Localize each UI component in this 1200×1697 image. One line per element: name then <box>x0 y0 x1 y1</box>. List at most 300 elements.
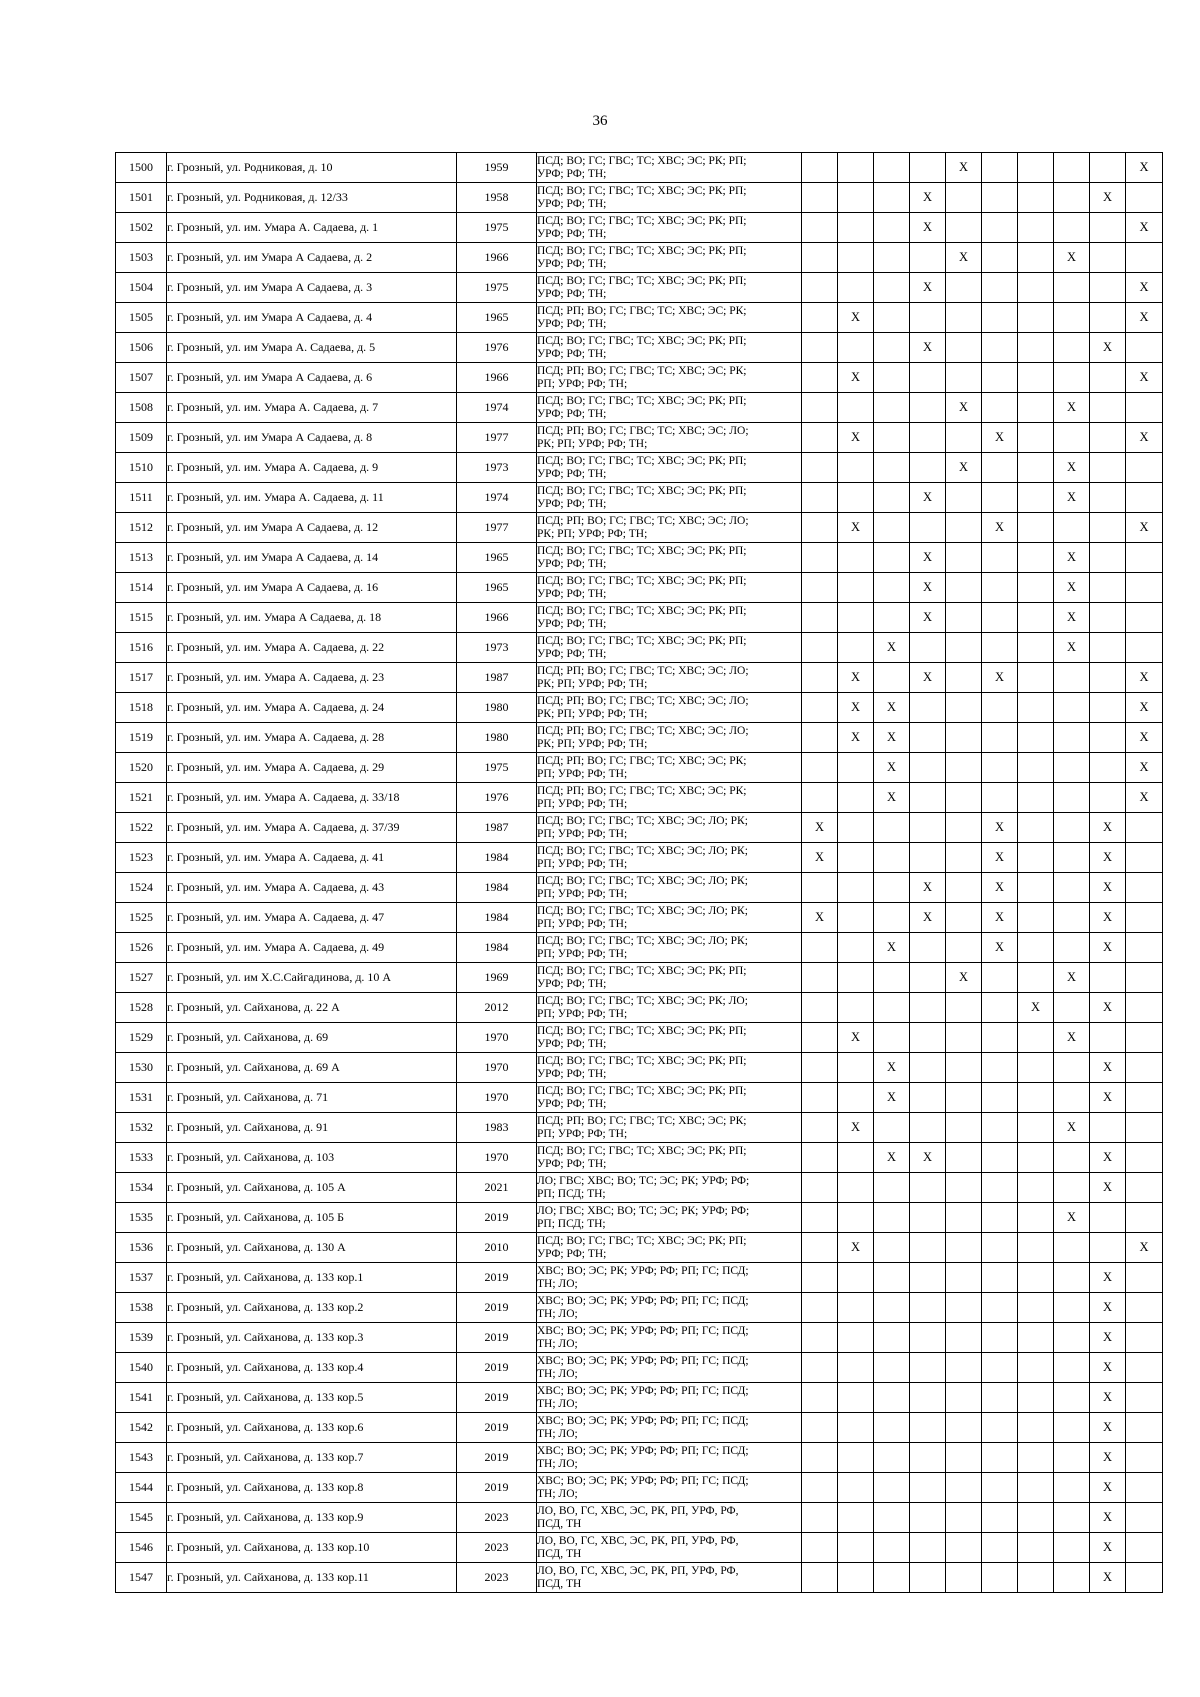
works-line: ПСД; ВО; ГС; ГВС; ТС; ХВС; ЭС; РК; РП; <box>537 574 747 587</box>
mark-cell: X <box>946 453 982 483</box>
mark-cell <box>874 423 910 453</box>
mark-cell: X <box>1054 1023 1090 1053</box>
mark-cell: X <box>1126 693 1163 723</box>
mark-cell <box>1018 933 1054 963</box>
mark-cell: X <box>910 873 946 903</box>
mark-cell: X <box>982 843 1018 873</box>
mark-cell <box>1090 753 1126 783</box>
year-cell: 1977 <box>457 513 537 543</box>
address-cell: г. Грозный, ул. им Умара А Садаева, д. 12 <box>167 513 457 543</box>
works-line: РП; УРФ; РФ; ТН; <box>537 767 628 780</box>
mark-cell: X <box>982 423 1018 453</box>
mark-cell: X <box>1090 1413 1126 1443</box>
mark-cell <box>910 1233 946 1263</box>
works-line: ПСД; РП; ВО; ГС; ГВС; ТС; ХВС; ЭС; РК; <box>537 364 747 377</box>
mark-cell: X <box>946 243 982 273</box>
works-line: РП; УРФ; РФ; ТН; <box>537 857 628 870</box>
mark-cell: X <box>1090 1173 1126 1203</box>
row-number: 1505 <box>116 303 167 333</box>
mark-cell <box>982 1353 1018 1383</box>
year-cell: 1977 <box>457 423 537 453</box>
works-line: ПСД, ТН <box>537 1577 582 1590</box>
mark-cell: X <box>802 813 838 843</box>
mark-cell <box>1018 303 1054 333</box>
mark-cell <box>910 1443 946 1473</box>
mark-cell: X <box>910 213 946 243</box>
table-row <box>116 543 1163 573</box>
works-line: ТН; ЛО; <box>537 1427 578 1440</box>
works-line: УРФ; РФ; ТН; <box>537 587 607 600</box>
address-cell: г. Грозный, ул. Сайханова, д. 133 кор.5 <box>167 1383 457 1413</box>
mark-cell <box>1054 1293 1090 1323</box>
mark-cell <box>1054 1323 1090 1353</box>
mark-cell <box>1126 1533 1163 1563</box>
row-number: 1544 <box>116 1473 167 1503</box>
address-cell: г. Грозный, ул. Сайханова, д. 71 <box>167 1083 457 1113</box>
works-line: ТН; ЛО; <box>537 1487 578 1500</box>
mark-cell: X <box>1090 1263 1126 1293</box>
mark-cell <box>946 573 982 603</box>
mark-cell <box>838 453 874 483</box>
works-cell <box>537 693 802 723</box>
mark-cell <box>874 1203 910 1233</box>
mark-cell <box>946 543 982 573</box>
year-cell: 2019 <box>457 1203 537 1233</box>
mark-cell <box>982 963 1018 993</box>
mark-cell <box>910 933 946 963</box>
mark-cell <box>946 1443 982 1473</box>
mark-cell <box>982 1053 1018 1083</box>
mark-cell <box>1054 423 1090 453</box>
mark-cell <box>1018 483 1054 513</box>
mark-cell <box>1018 873 1054 903</box>
address-cell: г. Грозный, ул. им Умара А Садаева, д. 6 <box>167 363 457 393</box>
mark-cell <box>874 1113 910 1143</box>
mark-cell <box>1090 693 1126 723</box>
mark-cell <box>1054 1503 1090 1533</box>
page-number: 36 <box>592 113 608 129</box>
year-cell: 2010 <box>457 1233 537 1263</box>
mark-cell <box>1018 453 1054 483</box>
year-cell: 1976 <box>457 333 537 363</box>
mark-cell <box>1018 633 1054 663</box>
works-cell <box>537 363 802 393</box>
mark-cell <box>802 633 838 663</box>
mark-cell <box>910 243 946 273</box>
address-cell: г. Грозный, ул. им. Умара А. Садаева, д. 37/39 <box>167 813 457 843</box>
works-cell <box>537 1443 802 1473</box>
mark-cell: X <box>1054 483 1090 513</box>
mark-cell <box>838 843 874 873</box>
works-line: РП; УРФ; РФ; ТН; <box>537 1007 628 1020</box>
mark-cell: X <box>910 543 946 573</box>
mark-cell: X <box>946 393 982 423</box>
mark-cell: X <box>1090 1443 1126 1473</box>
mark-cell: X <box>1126 153 1163 183</box>
mark-cell <box>1018 1563 1054 1593</box>
mark-cell <box>1018 903 1054 933</box>
mark-cell <box>874 1533 910 1563</box>
address-cell: г. Грозный, ул. им Х.С.Сайгадинова, д. 10 А <box>167 963 457 993</box>
table-row <box>116 333 1163 363</box>
mark-cell <box>838 1533 874 1563</box>
table-row <box>116 243 1163 273</box>
mark-cell <box>874 573 910 603</box>
mark-cell <box>946 873 982 903</box>
row-number: 1530 <box>116 1053 167 1083</box>
works-line: ТН; ЛО; <box>537 1277 578 1290</box>
mark-cell <box>838 1443 874 1473</box>
mark-cell: X <box>1090 933 1126 963</box>
works-line: УРФ; РФ; ТН; <box>537 1157 607 1170</box>
works-cell <box>537 963 802 993</box>
mark-cell <box>838 1263 874 1293</box>
mark-cell <box>1090 243 1126 273</box>
address-cell: г. Грозный, ул. им. Умара А. Садаева, д. 43 <box>167 873 457 903</box>
mark-cell <box>838 813 874 843</box>
mark-cell: X <box>910 333 946 363</box>
mark-cell <box>802 753 838 783</box>
year-cell: 2019 <box>457 1443 537 1473</box>
mark-cell <box>946 1263 982 1293</box>
works-line: ПСД; ВО; ГС; ГВС; ТС; ХВС; ЭС; ЛО; РК; <box>537 904 748 917</box>
row-number: 1529 <box>116 1023 167 1053</box>
mark-cell <box>802 1473 838 1503</box>
works-cell <box>537 1563 802 1593</box>
mark-cell <box>946 1113 982 1143</box>
mark-cell <box>874 1233 910 1263</box>
mark-cell <box>946 783 982 813</box>
row-number: 1507 <box>116 363 167 393</box>
year-cell: 1987 <box>457 813 537 843</box>
row-number: 1535 <box>116 1203 167 1233</box>
mark-cell <box>802 543 838 573</box>
mark-cell <box>946 663 982 693</box>
mark-cell <box>1126 1323 1163 1353</box>
mark-cell <box>910 153 946 183</box>
mark-cell <box>838 1503 874 1533</box>
row-number: 1501 <box>116 183 167 213</box>
mark-cell <box>946 1083 982 1113</box>
mark-cell <box>838 1293 874 1323</box>
mark-cell <box>946 1533 982 1563</box>
year-cell: 1975 <box>457 273 537 303</box>
mark-cell <box>1126 903 1163 933</box>
mark-cell <box>982 1323 1018 1353</box>
mark-cell: X <box>982 933 1018 963</box>
table-row <box>116 423 1163 453</box>
mark-cell <box>1126 333 1163 363</box>
mark-cell <box>1054 273 1090 303</box>
year-cell: 2021 <box>457 1173 537 1203</box>
address-cell: г. Грозный, ул. им. Умара А. Садаева, д. 49 <box>167 933 457 963</box>
mark-cell <box>1126 633 1163 663</box>
works-line: РП; УРФ; РФ; ТН; <box>537 797 628 810</box>
mark-cell <box>982 1473 1018 1503</box>
row-number: 1537 <box>116 1263 167 1293</box>
mark-cell <box>910 1173 946 1203</box>
works-line: РП; ПСД; ТН; <box>537 1217 606 1230</box>
mark-cell <box>874 843 910 873</box>
mark-cell <box>1054 1443 1090 1473</box>
mark-cell <box>946 993 982 1023</box>
mark-cell <box>838 1563 874 1593</box>
mark-cell <box>802 1533 838 1563</box>
works-line: ЛО; ГВС; ХВС; ВО; ТС; ЭС; РК; УРФ; РФ; <box>537 1174 750 1187</box>
works-cell <box>537 603 802 633</box>
works-line: ПСД; ВО; ГС; ГВС; ТС; ХВС; ЭС; ЛО; РК; <box>537 874 748 887</box>
works-line: ЛО, ВО, ГС, ХВС, ЭС, РК, РП, УРФ, РФ, <box>537 1564 739 1577</box>
mark-cell: X <box>1090 1383 1126 1413</box>
mark-cell <box>1054 933 1090 963</box>
year-cell: 2019 <box>457 1383 537 1413</box>
table-row <box>116 1083 1163 1113</box>
table-row <box>116 993 1163 1023</box>
address-cell: г. Грозный, ул. Сайханова, д. 133 кор.4 <box>167 1353 457 1383</box>
mark-cell <box>874 243 910 273</box>
mark-cell <box>946 213 982 243</box>
mark-cell <box>1126 603 1163 633</box>
mark-cell <box>874 273 910 303</box>
works-cell <box>537 633 802 663</box>
works-cell <box>537 513 802 543</box>
mark-cell <box>1018 183 1054 213</box>
row-number: 1512 <box>116 513 167 543</box>
row-number: 1508 <box>116 393 167 423</box>
table-row <box>116 1413 1163 1443</box>
address-cell: г. Грозный, ул. Сайханова, д. 133 кор.3 <box>167 1323 457 1353</box>
mark-cell <box>838 1473 874 1503</box>
year-cell: 1984 <box>457 903 537 933</box>
mark-cell <box>1018 273 1054 303</box>
mark-cell <box>1018 1143 1054 1173</box>
table-row <box>116 723 1163 753</box>
mark-cell: X <box>838 663 874 693</box>
mark-cell <box>1018 963 1054 993</box>
mark-cell: X <box>982 513 1018 543</box>
row-number: 1510 <box>116 453 167 483</box>
mark-cell <box>946 363 982 393</box>
mark-cell: X <box>1054 633 1090 663</box>
mark-cell: X <box>1126 663 1163 693</box>
mark-cell <box>982 153 1018 183</box>
mark-cell <box>1126 1023 1163 1053</box>
address-cell: г. Грозный, ул. Сайханова, д. 130 А <box>167 1233 457 1263</box>
mark-cell <box>838 1353 874 1383</box>
mark-cell <box>946 273 982 303</box>
year-cell: 2023 <box>457 1533 537 1563</box>
mark-cell <box>1018 1323 1054 1353</box>
works-line: ХВС; ВО; ЭС; РК; УРФ; РФ; РП; ГС; ПСД; <box>537 1384 749 1397</box>
mark-cell: X <box>1090 1473 1126 1503</box>
works-line: ХВС; ВО; ЭС; РК; УРФ; РФ; РП; ГС; ПСД; <box>537 1414 749 1427</box>
mark-cell <box>1054 183 1090 213</box>
works-line: ПСД; ВО; ГС; ГВС; ТС; ХВС; ЭС; РК; РП; <box>537 334 747 347</box>
works-cell <box>537 1233 802 1263</box>
mark-cell <box>910 633 946 663</box>
mark-cell <box>838 543 874 573</box>
mark-cell <box>838 183 874 213</box>
row-number: 1543 <box>116 1443 167 1473</box>
row-number: 1519 <box>116 723 167 753</box>
address-cell: г. Грозный, ул. им Умара А Садаева, д. 2 <box>167 243 457 273</box>
mark-cell <box>802 1413 838 1443</box>
address-cell: г. Грозный, ул. им. Умара А. Садаева, д. 11 <box>167 483 457 513</box>
works-line: УРФ; РФ; ТН; <box>537 497 607 510</box>
mark-cell <box>874 183 910 213</box>
mark-cell <box>946 1023 982 1053</box>
works-line: РП; УРФ; РФ; ТН; <box>537 827 628 840</box>
mark-cell <box>838 273 874 303</box>
mark-cell <box>874 483 910 513</box>
mark-cell <box>946 483 982 513</box>
works-line: УРФ; РФ; ТН; <box>537 977 607 990</box>
mark-cell <box>838 153 874 183</box>
mark-cell <box>982 1533 1018 1563</box>
mark-cell <box>1018 423 1054 453</box>
mark-cell: X <box>1090 1323 1126 1353</box>
row-number: 1533 <box>116 1143 167 1173</box>
mark-cell <box>1018 723 1054 753</box>
mark-cell: X <box>874 1083 910 1113</box>
row-number: 1500 <box>116 153 167 183</box>
works-line: ПСД; ВО; ГС; ГВС; ТС; ХВС; ЭС; РК; РП; <box>537 1144 747 1157</box>
works-line: ПСД, ТН <box>537 1517 582 1530</box>
mark-cell <box>1126 933 1163 963</box>
mark-cell <box>1126 393 1163 423</box>
year-cell: 1965 <box>457 303 537 333</box>
mark-cell <box>946 1353 982 1383</box>
mark-cell <box>874 1503 910 1533</box>
mark-cell <box>1126 573 1163 603</box>
mark-cell <box>838 873 874 903</box>
mark-cell: X <box>1090 1353 1126 1383</box>
address-cell: г. Грозный, ул. им. Умара А. Садаева, д. 23 <box>167 663 457 693</box>
year-cell: 1980 <box>457 723 537 753</box>
mark-cell <box>1054 1353 1090 1383</box>
mark-cell: X <box>1090 843 1126 873</box>
mark-cell <box>802 873 838 903</box>
mark-cell <box>910 393 946 423</box>
mark-cell <box>1054 213 1090 243</box>
mark-cell <box>838 393 874 423</box>
mark-cell <box>910 723 946 753</box>
works-line: ПСД; РП; ВО; ГС; ГВС; ТС; ХВС; ЭС; ЛО; <box>537 664 749 677</box>
mark-cell <box>1126 483 1163 513</box>
table-row <box>116 753 1163 783</box>
mark-cell <box>1054 1233 1090 1263</box>
row-number: 1521 <box>116 783 167 813</box>
mark-cell <box>874 1263 910 1293</box>
mark-cell <box>946 1323 982 1353</box>
mark-cell <box>946 813 982 843</box>
mark-cell <box>946 183 982 213</box>
mark-cell <box>1090 783 1126 813</box>
mark-cell <box>802 1503 838 1533</box>
mark-cell <box>1090 393 1126 423</box>
mark-cell <box>1090 663 1126 693</box>
row-number: 1518 <box>116 693 167 723</box>
table-row <box>116 513 1163 543</box>
mark-cell <box>838 753 874 783</box>
row-number: 1523 <box>116 843 167 873</box>
mark-cell <box>1018 153 1054 183</box>
works-cell <box>537 873 802 903</box>
mark-cell <box>802 723 838 753</box>
mark-cell <box>802 1023 838 1053</box>
mark-cell: X <box>838 723 874 753</box>
mark-cell: X <box>874 753 910 783</box>
address-cell: г. Грозный, ул. Сайханова, д. 133 кор.6 <box>167 1413 457 1443</box>
mark-cell: X <box>1090 873 1126 903</box>
mark-cell <box>910 423 946 453</box>
mark-cell <box>838 213 874 243</box>
table-row <box>116 1263 1163 1293</box>
works-line: УРФ; РФ; ТН; <box>537 167 607 180</box>
table-row <box>116 1533 1163 1563</box>
row-number: 1515 <box>116 603 167 633</box>
mark-cell <box>1018 783 1054 813</box>
row-number: 1541 <box>116 1383 167 1413</box>
mark-cell <box>946 933 982 963</box>
address-cell: г. Грозный, ул. им. Умара А. Садаева, д. 24 <box>167 693 457 723</box>
mark-cell <box>1018 1443 1054 1473</box>
mark-cell <box>874 363 910 393</box>
works-cell <box>537 1293 802 1323</box>
mark-cell <box>910 783 946 813</box>
mark-cell <box>946 753 982 783</box>
mark-cell <box>1054 663 1090 693</box>
works-line: УРФ; РФ; ТН; <box>537 557 607 570</box>
mark-cell: X <box>1090 993 1126 1023</box>
row-number: 1525 <box>116 903 167 933</box>
works-line: ПСД; ВО; ГС; ГВС; ТС; ХВС; ЭС; ЛО; РК; <box>537 844 748 857</box>
mark-cell: X <box>874 723 910 753</box>
address-cell: г. Грозный, ул. им Умара А Садаева, д. 16 <box>167 573 457 603</box>
mark-cell: X <box>838 513 874 543</box>
mark-cell <box>802 1083 838 1113</box>
address-cell: г. Грозный, ул. им. Умара А. Садаева, д. 41 <box>167 843 457 873</box>
mark-cell <box>982 1263 1018 1293</box>
works-cell <box>537 813 802 843</box>
works-line: УРФ; РФ; ТН; <box>537 257 607 270</box>
mark-cell <box>1126 1383 1163 1413</box>
row-number: 1532 <box>116 1113 167 1143</box>
works-line: ХВС; ВО; ЭС; РК; УРФ; РФ; РП; ГС; ПСД; <box>537 1294 749 1307</box>
works-line: УРФ; РФ; ТН; <box>537 647 607 660</box>
mark-cell <box>1126 1413 1163 1443</box>
mark-cell <box>838 1323 874 1353</box>
mark-cell <box>982 1113 1018 1143</box>
mark-cell: X <box>1090 813 1126 843</box>
mark-cell: X <box>910 273 946 303</box>
mark-cell: X <box>910 573 946 603</box>
mark-cell: X <box>1090 1293 1126 1323</box>
table-row <box>116 1503 1163 1533</box>
row-number: 1514 <box>116 573 167 603</box>
mark-cell <box>802 1053 838 1083</box>
mark-cell <box>1018 813 1054 843</box>
year-cell: 1970 <box>457 1143 537 1173</box>
mark-cell: X <box>838 303 874 333</box>
row-number: 1509 <box>116 423 167 453</box>
mark-cell <box>802 153 838 183</box>
mark-cell <box>1018 663 1054 693</box>
works-cell <box>537 1353 802 1383</box>
mark-cell <box>982 723 1018 753</box>
mark-cell: X <box>982 663 1018 693</box>
mark-cell <box>802 993 838 1023</box>
